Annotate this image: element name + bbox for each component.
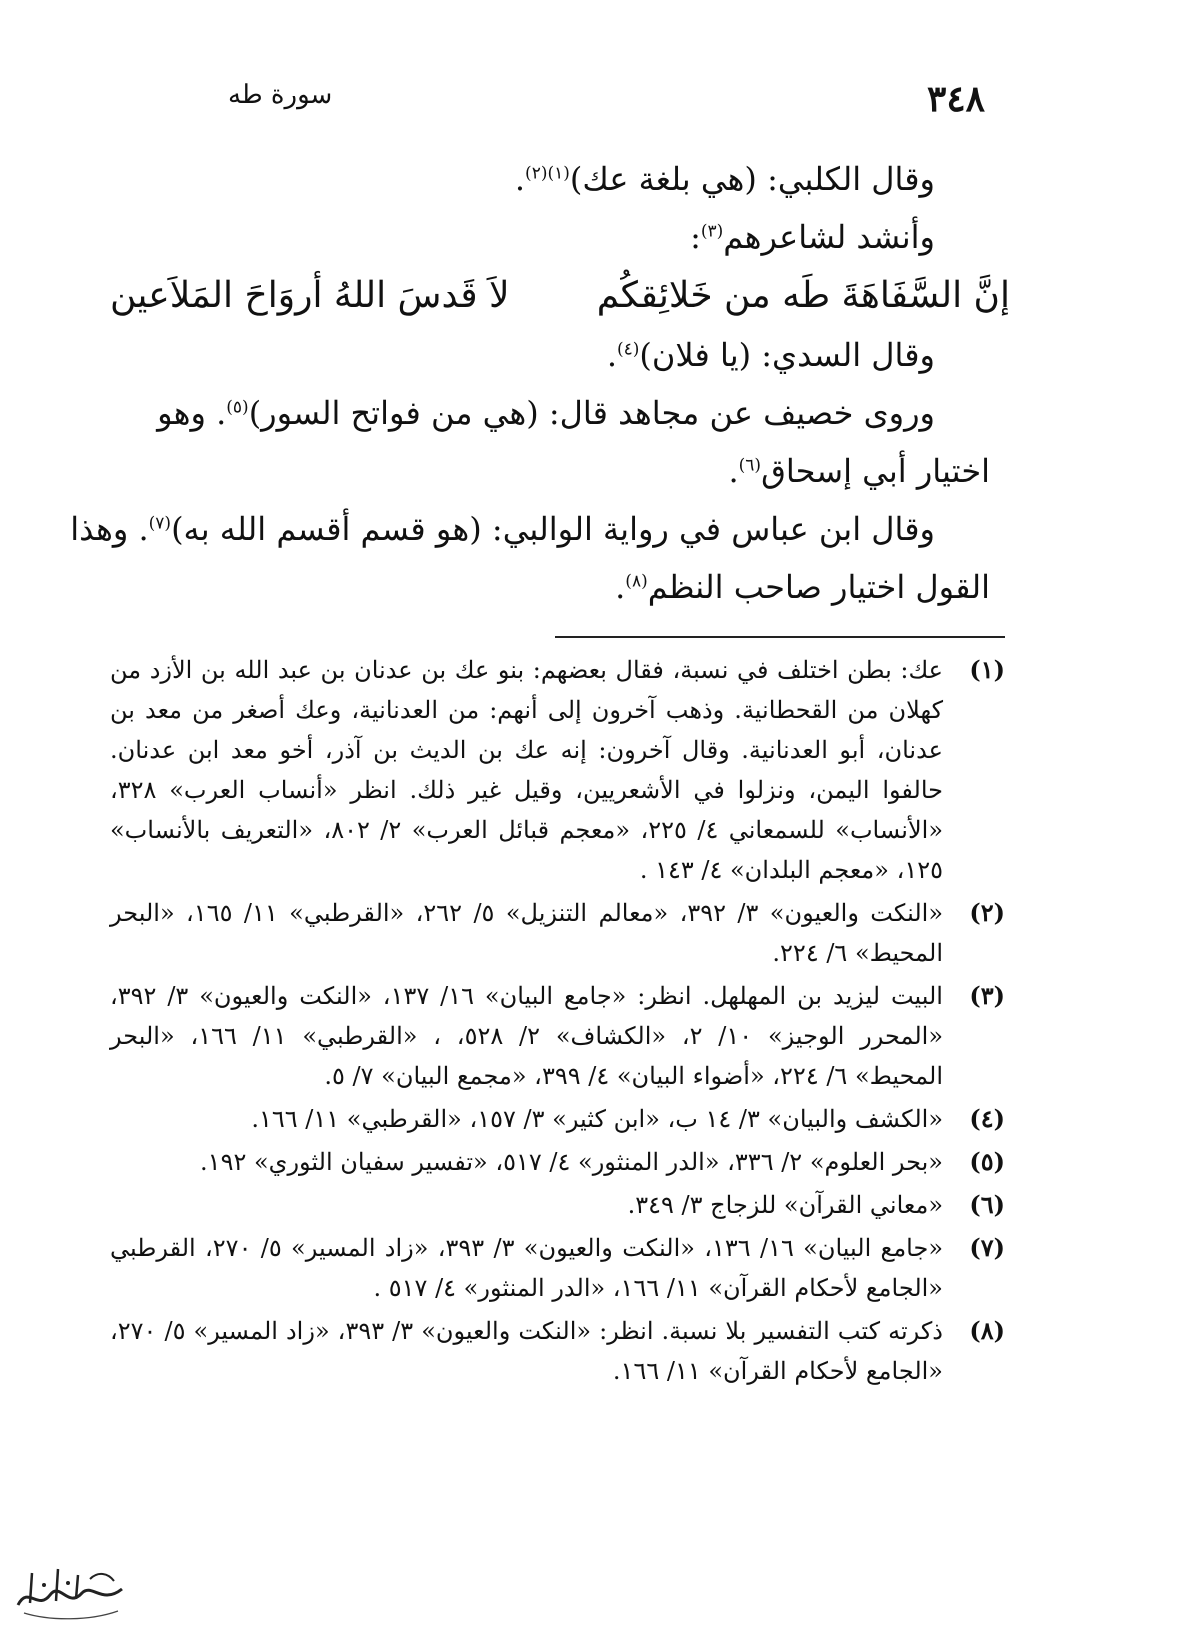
- footnote-item: [110, 1185, 1005, 1225]
- text-line: [120, 384, 990, 442]
- footnote-text: «جامع البيان» ١٦/ ١٣٦، «النكت والعيون» ٣/ ٣٩٣، «زاد المسير» ٥/ ٢٧٠، القرطبي «الجامع لأحكام القرآن» ١١/ ١٦٦، «الدر المنثور» ٤/ ٥١٧ .: [110, 1234, 944, 1302]
- text-span: اختيار أبي إسحاق: [761, 452, 990, 490]
- footnote-text: ذكرته كتب التفسير بلا نسبة. انظر: «النكت والعيون» ٣/ ٣٩٣، «زاد المسير» ٥/ ٢٧٠، «الجامع لأحكام القرآن» ١١/ ١٦٦.: [110, 1317, 943, 1385]
- footnote-ref[interactable]: (٦): [738, 455, 762, 476]
- verse-second-hemistich: لاَ قَدسَ اللهُ أروَاحَ المَلاَعين: [110, 275, 510, 316]
- footnote-ref[interactable]: (١)(٢): [525, 163, 570, 184]
- text-line: وقال السدي: (يا فلان)$^{(٤)}$.: [606, 336, 935, 374]
- footnote-ref[interactable]: (٤): [616, 339, 640, 360]
- footnote-text: البيت ليزيد بن المهلهل. انظر: «جامع البيان» ١٦/ ١٣٧، «النكت والعيون» ٣/ ٣٩٢، «المحرر الوجيز» ١٠/ ٢، «الكشاف» ٢/ ٥٢٨، ، «القرطبي» ١١/ ١٦٦، «البحر المحيط» ٦/ ٢٢٤، «أضواء البيان» ٤/ ٣٩٩، «مجمع البيان» ٧/ ٥.: [110, 982, 944, 1090]
- footnote-divider: [555, 636, 1005, 638]
- footnote-ref[interactable]: (٧): [148, 513, 172, 534]
- footnote-number: (٣): [969, 981, 1005, 1010]
- text-span: . وهذا: [70, 510, 149, 548]
- main-text: [70, 150, 1010, 616]
- footnote-number: (٥): [969, 1147, 1005, 1176]
- footnote-text: «الكشف والبيان» ٣/ ١٤ ب، «ابن كثير» ٣/ ١٥٧، «القرطبي» ١١/ ١٦٦.: [251, 1105, 943, 1133]
- footnote-item: [110, 1142, 1005, 1182]
- text-line: [120, 208, 990, 266]
- footnote-number: (٢): [969, 898, 1005, 927]
- footnote-item: [110, 1311, 1005, 1391]
- footnote-number: (٦): [969, 1190, 1005, 1219]
- footnote-number: (٤): [969, 1104, 1005, 1133]
- footnote-item: [110, 976, 1005, 1096]
- text-span: :: [690, 218, 701, 256]
- footnote-item: [110, 893, 1005, 973]
- footnote-item: [110, 650, 1005, 890]
- footnote-text: «بحر العلوم» ٢/ ٣٣٦، «الدر المنثور» ٤/ ٥١٧، «تفسير سفيان الثوري» ١٩٢.: [200, 1148, 943, 1176]
- calligraphy-logo-icon: [10, 1555, 130, 1625]
- footnote-item: [110, 1228, 1005, 1308]
- poetry-verse: [110, 266, 1010, 326]
- footnote-number: (١): [969, 655, 1005, 684]
- footnote-number: (٧): [969, 1233, 1005, 1262]
- text-span: . وهو: [157, 394, 227, 432]
- text-line: القول اختيار صاحب النظم$^{(٨)}$.: [615, 568, 990, 606]
- footnotes: [110, 650, 1005, 1394]
- text-span: وقال ابن عباس في رواية الوالبي: (هو قسم أقسم الله به): [171, 510, 935, 548]
- verse-first-hemistich: إنَّ السَّفَاهَةَ طَه من خَلائِقكُم: [596, 275, 1010, 316]
- footnote-text: «معاني القرآن» للزجاج ٣/ ٣٤٩.: [627, 1191, 943, 1219]
- footnote-ref[interactable]: (٥): [226, 397, 249, 418]
- text-span: وأنشد لشاعرهم: [723, 218, 935, 256]
- footnote-text: عك: بطن اختلف في نسبة، فقال بعضهم: بنو عك بن عدنان بن عبد الله بن الأزد من كهلان من القحطانية. وذهب آخرون إلى أنهم: من العدنانية، وعك أصغر من معد بن عدنان، أبو العدنانية. وقال آخرون: إنه عك بن الديث بن آذر، أخو معد ابن عدنان. حالفوا اليمن، ونزلوا في الأشعريين، وقيل غير ذلك. انظر «أنساب العرب» ٣٢٨، «الأنساب» للسمعاني ٤/ ٢٢٥، «معجم قبائل العرب» ٢/ ٨٠٢، «التعريف بالأنساب» ١٢٥، «معجم البلدان» ٤/ ١٤٣ .: [110, 656, 944, 884]
- text-line: اختيار أبي إسحاق$^{(٦)}$.: [728, 452, 990, 490]
- page-header: [200, 70, 985, 120]
- surah-title: سورة طه: [228, 80, 333, 110]
- footnote-text: «النكت والعيون» ٣/ ٣٩٢، «معالم التنزيل» ٥/ ٢٦٢، «القرطبي» ١١/ ١٦٥، «البحر المحيط» ٦/ ٢٢٤.: [110, 899, 944, 967]
- text-line: [70, 500, 990, 558]
- text-span: وروى خصيف عن مجاهد قال: (هي من فواتح السور): [248, 394, 935, 432]
- text-span: وقال السدي: (يا فلان): [639, 336, 935, 374]
- text-line: وقال الكلبي: (هي بلغة عك)$^{(١)(٢)}$.: [514, 160, 935, 198]
- logo-graphic: [10, 1555, 130, 1625]
- footnote-ref[interactable]: (٨): [625, 571, 648, 592]
- footnote-item: [110, 1099, 1005, 1139]
- text-span: القول اختيار صاحب النظم: [647, 568, 990, 606]
- footnote-number: (٨): [969, 1316, 1005, 1345]
- text-span: وقال الكلبي: (هي بلغة عك): [569, 160, 935, 198]
- footnote-ref[interactable]: (٣): [700, 221, 724, 242]
- page-number: ٣٤٨: [926, 78, 985, 120]
